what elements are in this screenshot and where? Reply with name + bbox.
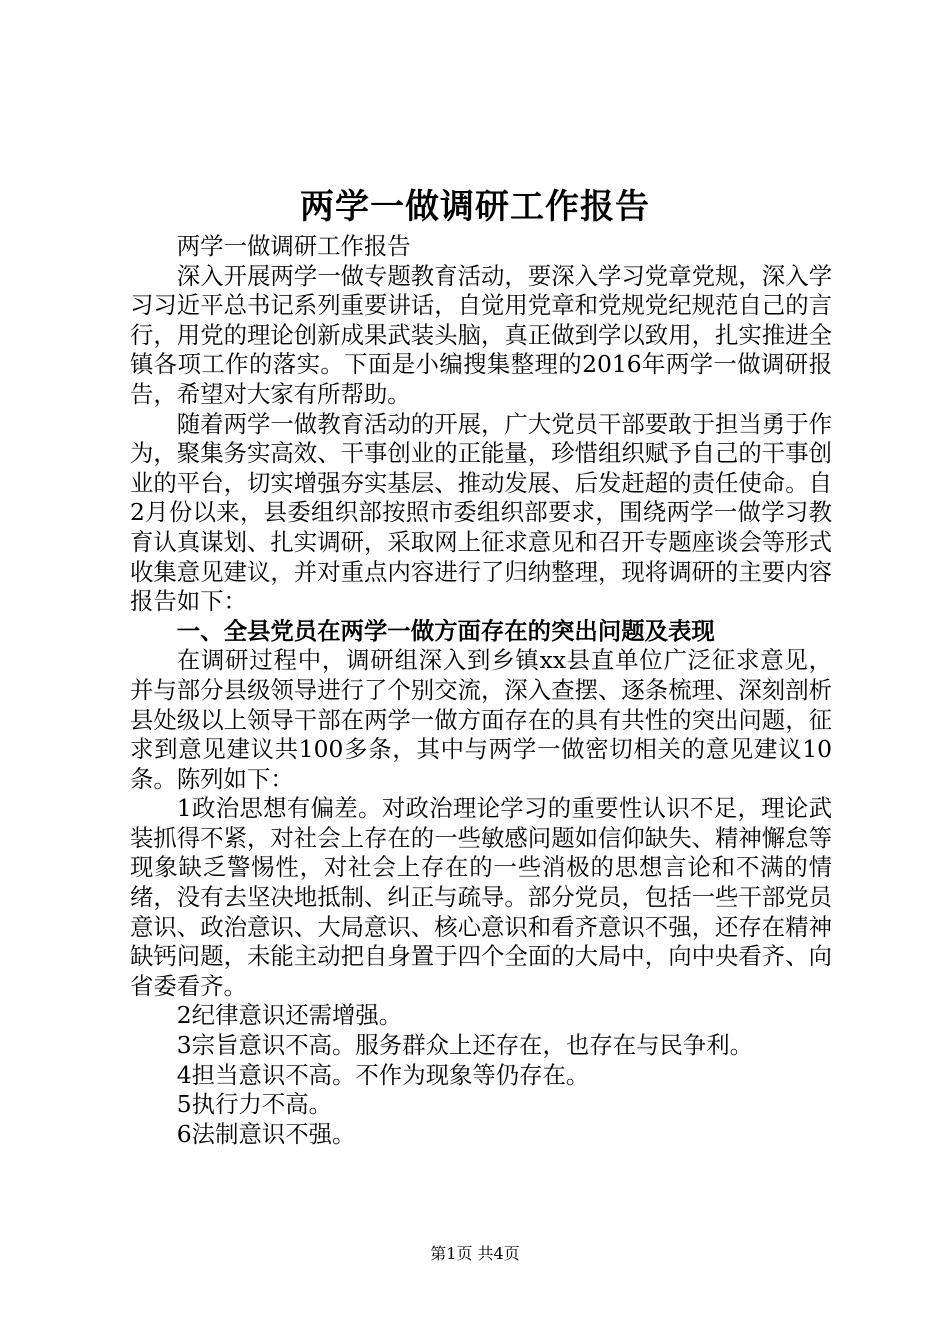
section-heading: 一、全县党员在两学一做方面存在的突出问题及表现 [176, 616, 715, 645]
page-footer: 第1页 共4页 [430, 1244, 520, 1263]
subtitle-paragraph: 两学一做调研工作报告 [176, 232, 411, 260]
list-item-1: 1政治思想有偏差。对政治理论学习的重要性认识不足，理论武装抓得不紧，对社会上存在的一些敏感问题如信仰缺失、精神懈怠等现象缺乏警惕性，对社会上存在的一些消极的思想言论和不满的情绪，没有去坚决地抵制、纠正与疏导。部分党员，包括一些干部党员意识、政治意识、大局意识、核心意识和看齐意识不强，还存在精神缺钙问题，未能主动把自身置于四个全面的大局中，向中央看齐、向省委看齐。 [130, 794, 832, 1000]
list-item-3: 3宗旨意识不高。服务群众上还存在，也存在与民争利。 [176, 1031, 754, 1060]
research-paragraph: 在调研过程中，调研组深入到乡镇xx县直单位广泛征求意见，并与部分县级领导进行了个别交流，深入查摆、逐条梳理、深刻剖析县处级以上领导干部在两学一做方面存在的具有共性的突出问题，征求到意见建议共100多条，其中与两学一做密切相关的意见建议10条。陈列如下： [130, 646, 832, 793]
document-title: 两学一做调研工作报告 [300, 187, 650, 227]
document-body [130, 232, 832, 1149]
list-item-4: 4担当意识不高。不作为现象等仍存在。 [176, 1060, 590, 1089]
list-item-5: 5执行力不高。 [176, 1090, 333, 1119]
list-item-6: 6法制意识不强。 [176, 1119, 356, 1148]
intro-paragraph: 深入开展两学一做专题教育活动，要深入学习党章党规，深入学习习近平总书记系列重要讲话，自觉用党章和党规党纪规范自己的言行，用党的理论创新成果武装头脑，真正做到学以致用，扎实推进全镇各项工作的落实。下面是小编搜集整理的2016年两学一做调研报告，希望对大家有所帮助。 [130, 261, 832, 408]
list-item-2: 2纪律意识还需增强。 [176, 1001, 403, 1030]
background-paragraph: 随着两学一做教育活动的开展，广大党员干部要敢于担当勇于作为，聚集务实高效、干事创业的正能量，珍惜组织赋予自己的干事创业的平台，切实增强夯实基层、推动发展、后发赶超的责任使命。自2月份以来，县委组织部按照市委组织部要求，围绕两学一做学习教育认真谋划、扎实调研，采取网上征求意见和召开专题座谈会等形式收集意见建议，并对重点内容进行了归纳整理，现将调研的主要内容报告如下： [130, 409, 832, 616]
